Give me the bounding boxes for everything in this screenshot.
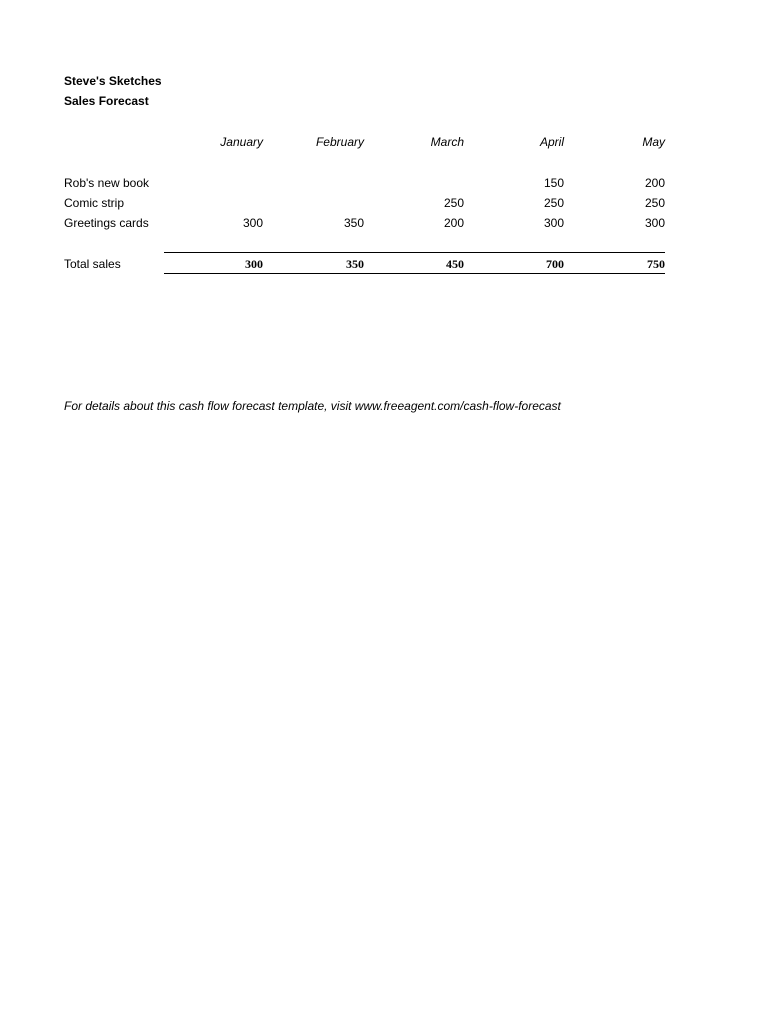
total-may: 750 [647, 257, 665, 271]
cell-comic-strip-april: 250 [543, 196, 564, 210]
cell-greetings-cards-april: 300 [543, 216, 564, 230]
cell-robs-new-book-may: 200 [644, 176, 665, 190]
total-april: 700 [546, 257, 564, 271]
month-header-february: February [315, 135, 364, 149]
total-march: 450 [446, 257, 464, 271]
company-name: Steve's Sketches [64, 74, 162, 88]
row-label-robs-new-book: Rob's new book [64, 176, 150, 190]
total-bottom-rule [164, 273, 665, 274]
row-label-greetings-cards: Greetings cards [64, 216, 149, 230]
cell-greetings-cards-march: 200 [443, 216, 464, 230]
month-header-march: March [430, 135, 464, 149]
month-header-january: January [220, 135, 263, 149]
row-label-total-sales: Total sales [64, 257, 121, 271]
total-january: 300 [245, 257, 263, 271]
report-title: Sales Forecast [64, 94, 149, 108]
cell-comic-strip-march: 250 [443, 196, 464, 210]
row-label-comic-strip: Comic strip [64, 196, 125, 210]
cell-robs-new-book-april: 150 [543, 176, 564, 190]
cell-comic-strip-may: 250 [644, 196, 665, 210]
month-header-may: May [642, 135, 665, 149]
cell-greetings-cards-january: 300 [242, 216, 263, 230]
total-top-rule [164, 252, 665, 253]
cell-greetings-cards-may: 300 [644, 216, 665, 230]
template-footnote: For details about this cash flow forecast template, visit www.freeagent.com/cash-flow-forecast [64, 399, 561, 413]
month-header-april: April [539, 135, 564, 149]
total-february: 350 [346, 257, 364, 271]
cell-greetings-cards-february: 350 [343, 216, 364, 230]
